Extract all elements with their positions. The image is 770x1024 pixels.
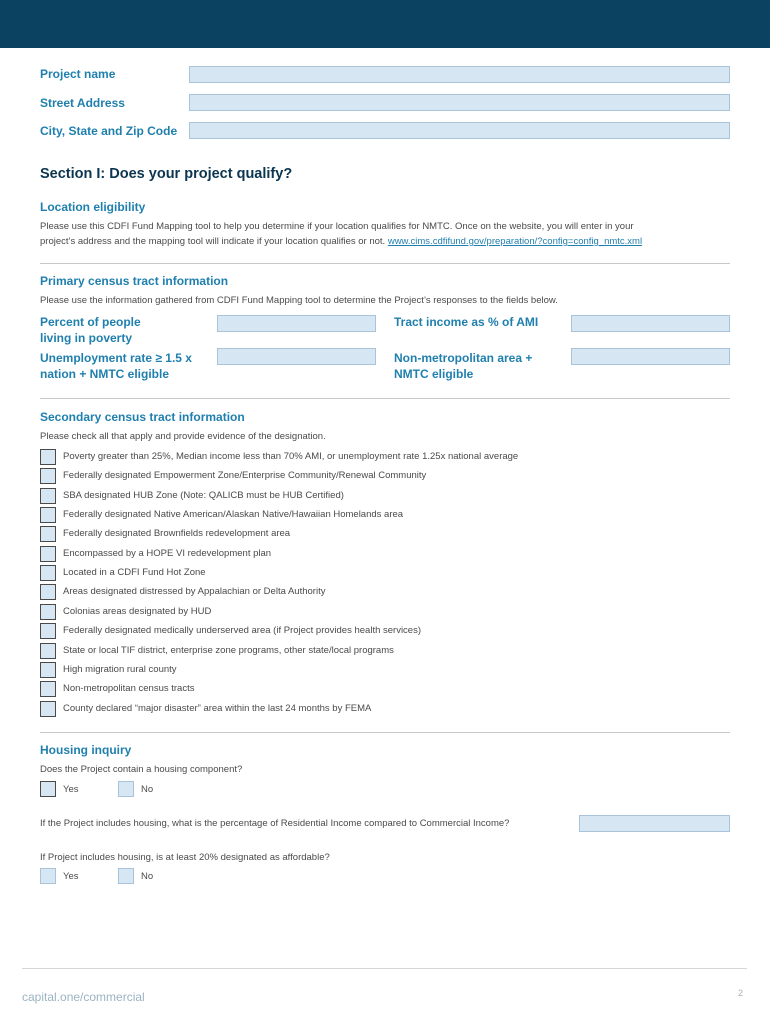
- page-number: 2: [738, 988, 744, 998]
- designation-checkbox[interactable]: [40, 584, 56, 600]
- nonmetro-label-line-1: Non-metropolitan area +: [394, 351, 533, 365]
- designation-checkbox[interactable]: [40, 488, 56, 504]
- unemployment-label: [40, 350, 192, 382]
- street-address-field[interactable]: [189, 94, 730, 111]
- designation-label: Encompassed by a HOPE VI redevelopment plan: [63, 548, 272, 559]
- unemployment-field[interactable]: [217, 348, 376, 365]
- designation-checkbox[interactable]: [40, 449, 56, 465]
- designation-option[interactable]: [40, 545, 271, 562]
- tract-income-label: Tract income as % of AMI: [394, 315, 539, 329]
- affordable-yes-checkbox[interactable]: [40, 868, 56, 884]
- affordable-no-checkbox[interactable]: [118, 868, 134, 884]
- designation-checkbox[interactable]: [40, 623, 56, 639]
- designation-option[interactable]: [40, 487, 344, 504]
- designation-label: Poverty greater than 25%, Median income less than 70% AMI, or unemployment rate 1.25x national average: [63, 451, 519, 462]
- housing-question-1: Does the Project contain a housing component?: [40, 764, 243, 775]
- divider: [40, 732, 730, 733]
- poverty-label: [40, 314, 141, 346]
- cdfi-mapping-link[interactable]: www.cims.cdfifund.gov/preparation/?config=config_nmtc.xml: [387, 236, 643, 247]
- primary-tract-text: Please use the information gathered from CDFI Fund Mapping tool to determine the Project’s responses to the fields below.: [40, 295, 558, 306]
- city-state-zip-field[interactable]: [189, 122, 730, 139]
- location-text-line-2-text: project’s address and the mapping tool will indicate if your location qualifies or not.: [40, 236, 388, 247]
- designation-checkbox[interactable]: [40, 681, 56, 697]
- unemployment-label-line-1: Unemployment rate ≥ 1.5 x: [40, 351, 192, 365]
- housing-yes-checkbox[interactable]: [40, 781, 56, 797]
- designation-label: SBA designated HUB Zone (Note: QALICB must be HUB Certified): [63, 490, 344, 501]
- city-state-zip-label: City, State and Zip Code: [40, 124, 178, 138]
- designation-label: Colonias areas designated by HUD: [63, 606, 212, 617]
- secondary-tract-text: Please check all that apply and provide evidence of the designation.: [40, 431, 326, 442]
- nonmetro-label: [394, 350, 532, 382]
- divider: [40, 398, 730, 399]
- designation-label: High migration rural county: [63, 664, 177, 675]
- project-name-field[interactable]: [189, 66, 730, 83]
- designation-option[interactable]: [40, 583, 325, 600]
- affordable-no-option[interactable]: [118, 868, 153, 884]
- housing-question-3: If Project includes housing, is at least 20% designated as affordable?: [40, 852, 330, 863]
- designation-label: Federally designated medically underserved area (if Project provides health services): [63, 625, 422, 636]
- designation-option[interactable]: [40, 680, 194, 697]
- housing-no-checkbox[interactable]: [118, 781, 134, 797]
- housing-yes-option[interactable]: [40, 781, 79, 797]
- designation-label: Federally designated Empowerment Zone/Enterprise Community/Renewal Community: [63, 470, 427, 481]
- poverty-label-line-2: living in poverty: [40, 331, 133, 345]
- designation-label: Non-metropolitan census tracts: [63, 683, 195, 694]
- location-eligibility-text: [40, 219, 740, 249]
- designation-checkbox[interactable]: [40, 701, 56, 717]
- no-label: No: [141, 783, 154, 795]
- designation-option[interactable]: [40, 525, 290, 542]
- yes-label: Yes: [63, 870, 79, 882]
- designation-option[interactable]: [40, 622, 421, 639]
- tract-income-field[interactable]: [571, 315, 730, 332]
- designation-option[interactable]: [40, 700, 371, 717]
- designation-checkbox[interactable]: [40, 565, 56, 581]
- secondary-tract-heading: Secondary census tract information: [40, 410, 245, 424]
- designation-checkbox[interactable]: [40, 507, 56, 523]
- designation-label: State or local TIF district, enterprise zone programs, other state/local programs: [63, 645, 394, 656]
- designation-checkbox[interactable]: [40, 662, 56, 678]
- designation-checkbox[interactable]: [40, 526, 56, 542]
- designation-option[interactable]: [40, 448, 518, 465]
- unemployment-label-line-2: nation + NMTC eligible: [40, 367, 170, 381]
- designation-label: Areas designated distressed by Appalachian or Delta Authority: [63, 586, 326, 597]
- affordable-yes-option[interactable]: [40, 868, 79, 884]
- poverty-field[interactable]: [217, 315, 376, 332]
- designation-label: Federally designated Brownfields redevelopment area: [63, 528, 291, 539]
- housing-no-option[interactable]: [118, 781, 153, 797]
- designation-option[interactable]: [40, 642, 394, 659]
- location-text-line-1: Please use this CDFI Fund Mapping tool to help you determine if your location qualifies for NMTC. Once on the website, you will enter in your: [40, 221, 634, 232]
- location-text-line-2: [40, 234, 740, 249]
- designation-option[interactable]: [40, 564, 206, 581]
- residential-income-field[interactable]: [579, 815, 730, 832]
- yes-label: Yes: [63, 783, 79, 795]
- header-bar: [0, 0, 770, 48]
- designation-checkbox[interactable]: [40, 468, 56, 484]
- designation-option[interactable]: [40, 467, 426, 484]
- designation-label: County declared “major disaster” area within the last 24 months by FEMA: [63, 703, 372, 714]
- housing-question-2: If the Project includes housing, what is the percentage of Residential Income compared to Commercial Income?: [40, 818, 510, 829]
- housing-inquiry-heading: Housing inquiry: [40, 743, 132, 757]
- street-address-label: Street Address: [40, 96, 125, 110]
- nonmetro-label-line-2: NMTC eligible: [394, 367, 474, 381]
- designation-option[interactable]: [40, 506, 403, 523]
- poverty-label-line-1: Percent of people: [40, 315, 141, 329]
- primary-tract-heading: Primary census tract information: [40, 274, 229, 288]
- designation-label: Located in a CDFI Fund Hot Zone: [63, 567, 206, 578]
- designation-option[interactable]: [40, 661, 177, 678]
- designation-checkbox[interactable]: [40, 546, 56, 562]
- project-name-label: Project name: [40, 67, 116, 81]
- nonmetro-field[interactable]: [571, 348, 730, 365]
- designation-option[interactable]: [40, 603, 211, 620]
- section-title: Section I: Does your project qualify?: [40, 166, 293, 182]
- designation-checkbox[interactable]: [40, 643, 56, 659]
- footer-divider: [22, 968, 747, 969]
- no-label: No: [141, 870, 154, 882]
- designation-checkbox[interactable]: [40, 604, 56, 620]
- location-eligibility-heading: Location eligibility: [40, 200, 146, 214]
- designation-label: Federally designated Native American/Alaskan Native/Hawaiian Homelands area: [63, 509, 404, 520]
- footer-url: capital.one/commercial: [22, 990, 145, 1004]
- divider: [40, 263, 730, 264]
